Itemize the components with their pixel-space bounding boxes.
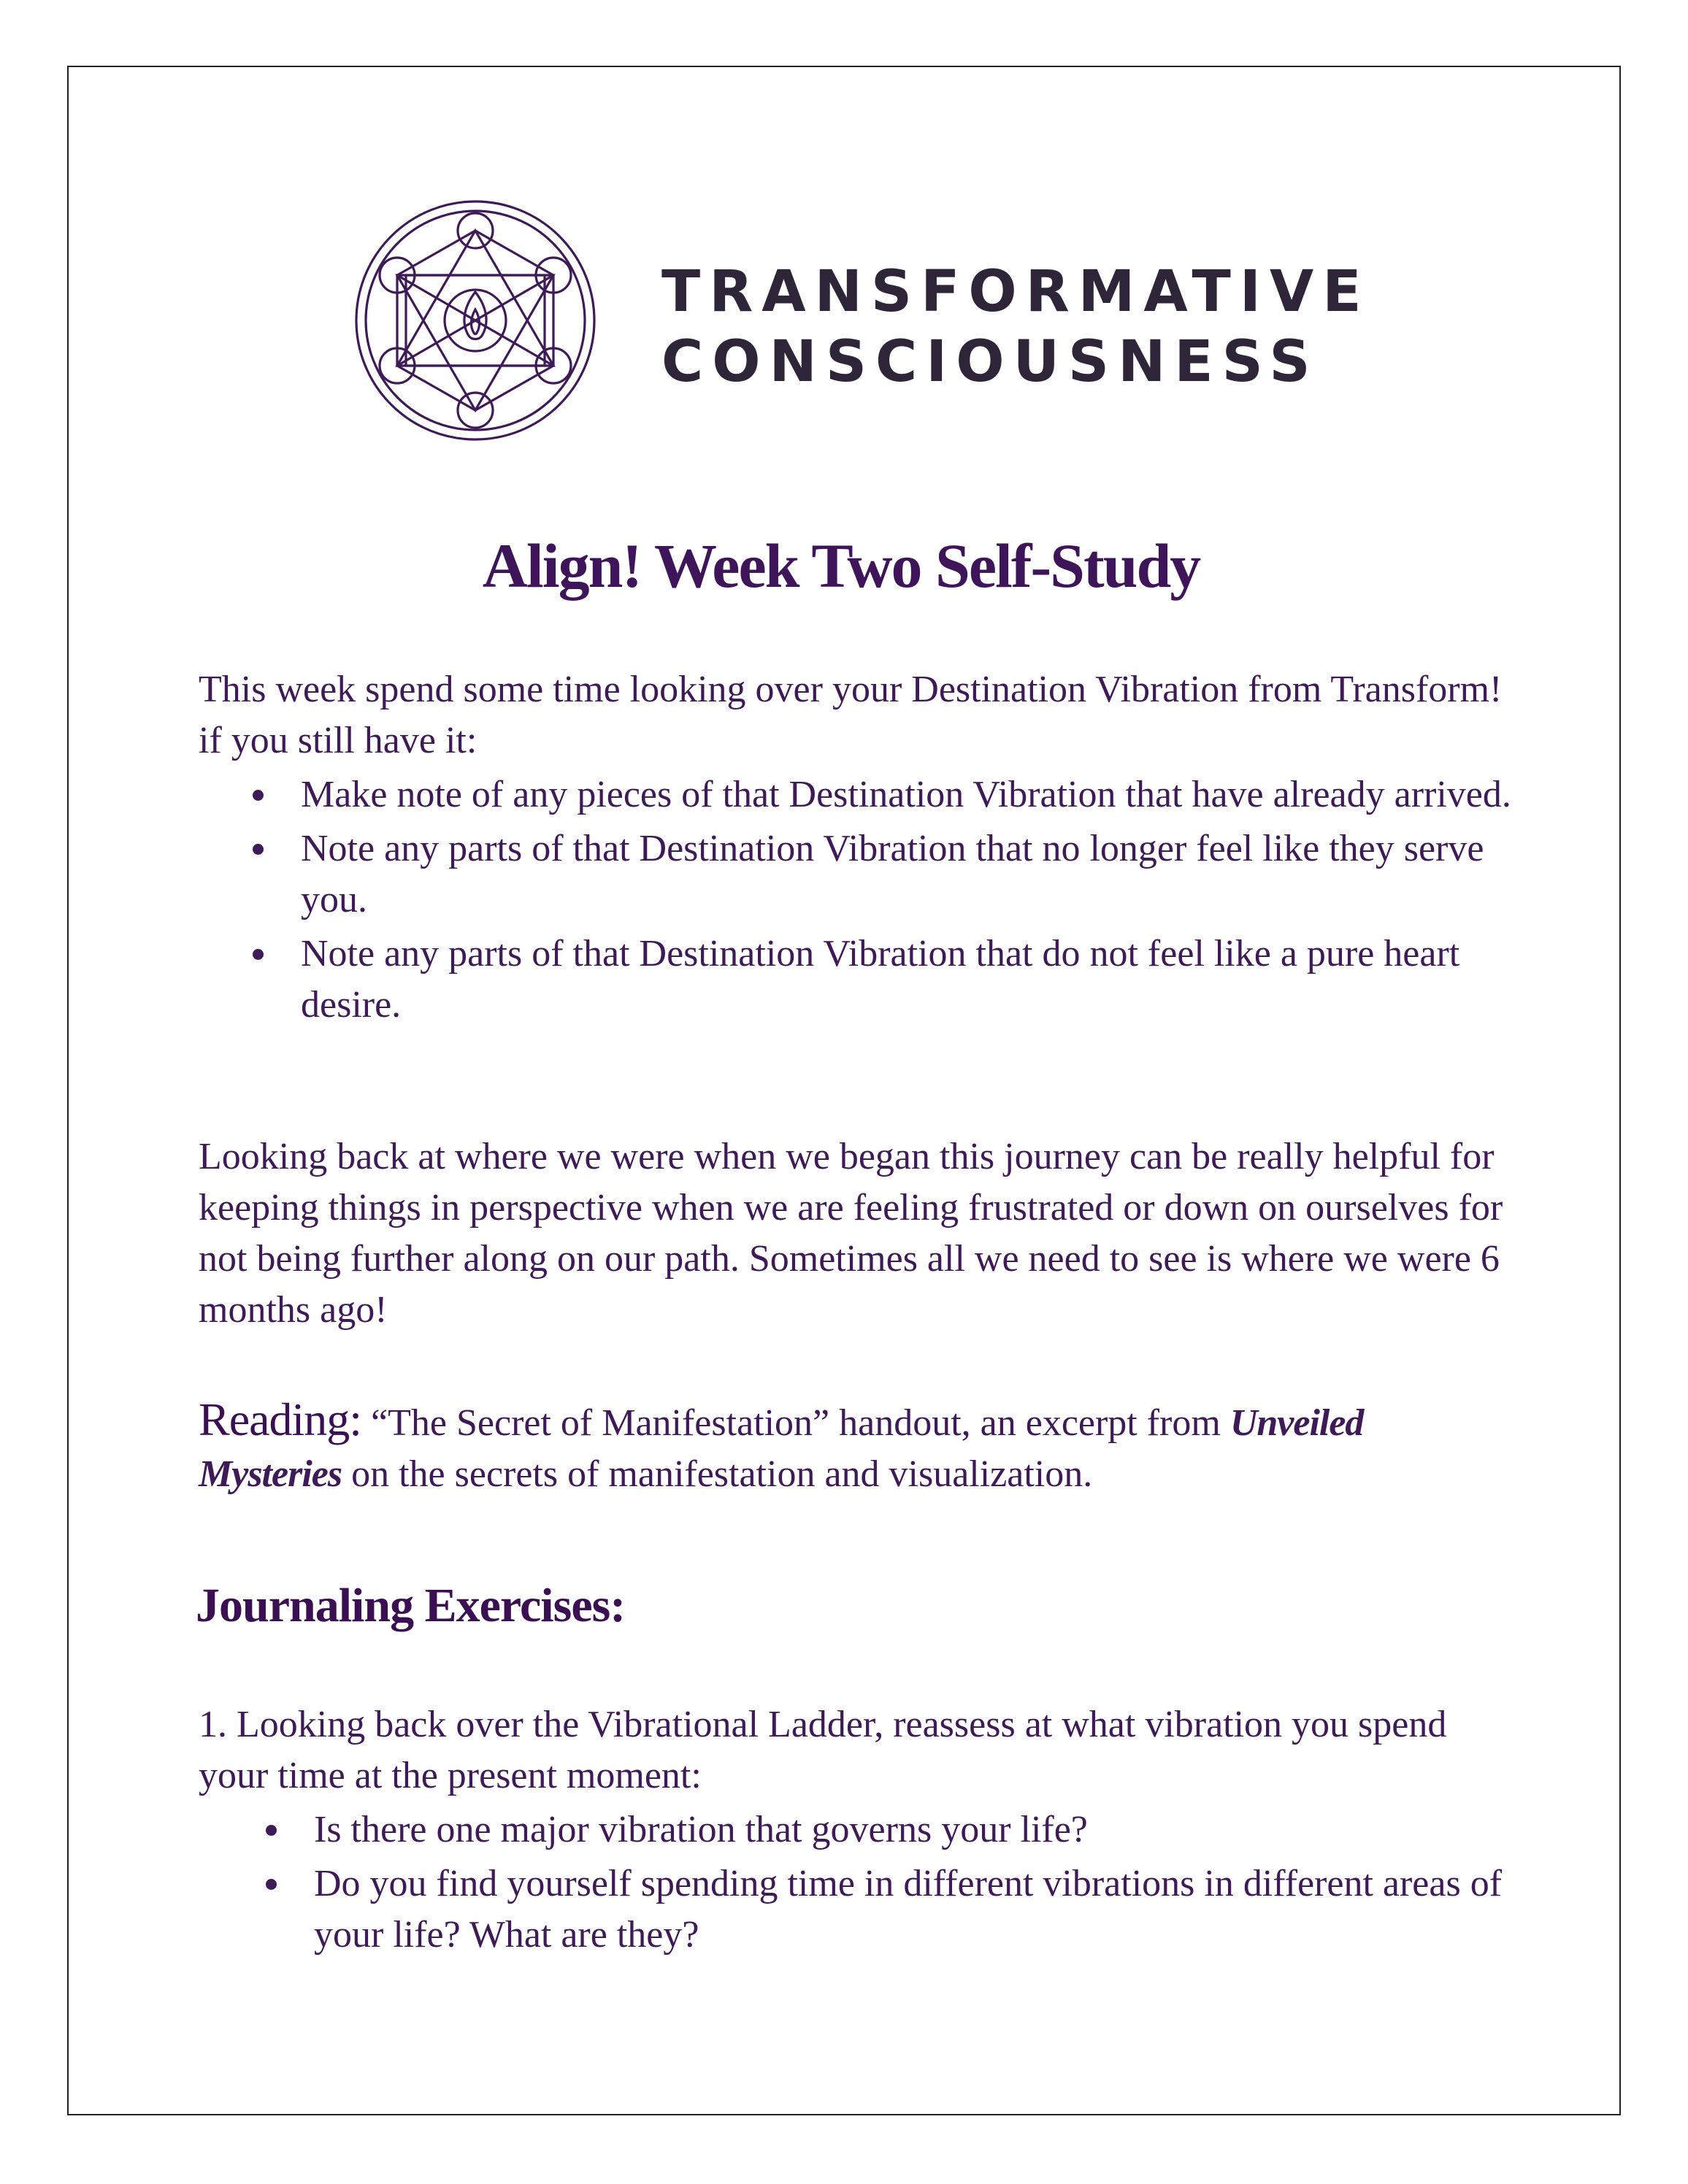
list-item: Do you find yourself spending time in different vibrations in different areas of your life? What are they? bbox=[266, 1858, 1513, 1961]
reflection-paragraph: Looking back at where we were when we began this journey can be really helpful for keeping things in perspective when we are feeling frustrated or down on ourselves for not being further along on our path. Sometimes all we need to see is where we were 6 months ago! bbox=[199, 1136, 1503, 1331]
brand-wordmark bbox=[661, 257, 1377, 397]
intro-bullet-list bbox=[253, 769, 1513, 1031]
list-item: Is there one major vibration that governs your life? bbox=[266, 1804, 1513, 1856]
brand-line-1: TRANSFORMATIVE bbox=[661, 259, 1370, 325]
reading-text-after: on the secrets of manifestation and visualization. bbox=[351, 1453, 1093, 1495]
brand-header bbox=[353, 199, 1376, 444]
exercise-1-prompt bbox=[199, 1699, 1513, 1802]
intro-section bbox=[199, 664, 1513, 1031]
journaling-heading: Journaling Exercises: bbox=[196, 1579, 626, 1632]
brand-line-2: CONSCIOUSNESS bbox=[661, 329, 1319, 395]
exercise-1-text: Looking back over the Vibrational Ladder, reassess at what vibration you spend your time at the present moment: bbox=[199, 1704, 1447, 1796]
exercise-1-bullet-list bbox=[266, 1804, 1513, 1961]
reading-book-title: Unveiled Mysteries bbox=[199, 1402, 1364, 1495]
list-item: Make note of any pieces of that Destination Vibration that have already arrived. bbox=[253, 769, 1513, 820]
exercise-1 bbox=[199, 1699, 1513, 1961]
list-item: Note any parts of that Destination Vibration that no longer feel like they serve you. bbox=[253, 823, 1513, 926]
reading-heading: Reading: bbox=[199, 1393, 362, 1445]
reading-section bbox=[199, 1394, 1513, 1500]
reading-text-before: “The Secret of Manifestation” handout, an excerpt from bbox=[371, 1402, 1221, 1444]
page-title: Align! Week Two Self-Study bbox=[482, 531, 1200, 601]
intro-text: This week spend some time looking over your Destination Vibration from Transform! if you still have it: bbox=[199, 669, 1503, 761]
exercise-1-number: 1. bbox=[199, 1704, 227, 1745]
metatron-cube-flame-icon bbox=[353, 199, 597, 442]
list-item: Note any parts of that Destination Vibration that do not feel like a pure heart desire. bbox=[253, 928, 1513, 1031]
